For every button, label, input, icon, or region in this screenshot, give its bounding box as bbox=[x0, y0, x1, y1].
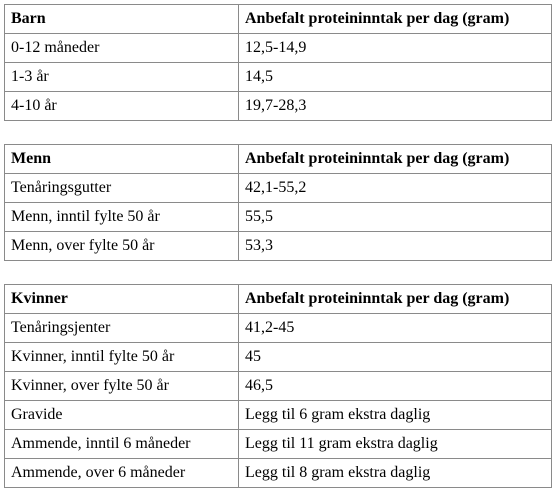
value-cell: Legg til 8 gram ekstra daglig bbox=[239, 459, 552, 488]
value-cell: 14,5 bbox=[239, 63, 552, 92]
group-cell: Ammende, inntil 6 måneder bbox=[5, 430, 239, 459]
value-cell: 45 bbox=[239, 343, 552, 372]
value-cell: 42,1-55,2 bbox=[239, 174, 552, 203]
value-cell: Legg til 11 gram ekstra daglig bbox=[239, 430, 552, 459]
header-group-cell: Kvinner bbox=[5, 285, 239, 314]
group-cell: Tenåringsjenter bbox=[5, 314, 239, 343]
group-cell: Kvinner, over fylte 50 år bbox=[5, 372, 239, 401]
group-cell: 0-12 måneder bbox=[5, 34, 239, 63]
table-row bbox=[5, 174, 552, 203]
table-row bbox=[5, 63, 552, 92]
table-row bbox=[5, 34, 552, 63]
table-row bbox=[5, 203, 552, 232]
table-barn bbox=[4, 4, 552, 121]
value-cell: 53,3 bbox=[239, 232, 552, 261]
header-value-cell: Anbefalt proteininntak per dag (gram) bbox=[239, 145, 552, 174]
group-cell: Menn, over fylte 50 år bbox=[5, 232, 239, 261]
header-value-cell: Anbefalt proteininntak per dag (gram) bbox=[239, 285, 552, 314]
table-row bbox=[5, 401, 552, 430]
table-row bbox=[5, 459, 552, 488]
group-cell: 4-10 år bbox=[5, 92, 239, 121]
table-row bbox=[5, 232, 552, 261]
group-cell: Ammende, over 6 måneder bbox=[5, 459, 239, 488]
table-row bbox=[5, 92, 552, 121]
table-header-row bbox=[5, 285, 552, 314]
table-menn bbox=[4, 144, 552, 261]
value-cell: 46,5 bbox=[239, 372, 552, 401]
header-group-cell: Barn bbox=[5, 5, 239, 34]
value-cell: 19,7-28,3 bbox=[239, 92, 552, 121]
value-cell: 12,5-14,9 bbox=[239, 34, 552, 63]
table-header-row bbox=[5, 5, 552, 34]
table-row bbox=[5, 372, 552, 401]
value-cell: 55,5 bbox=[239, 203, 552, 232]
group-cell: 1-3 år bbox=[5, 63, 239, 92]
table-row bbox=[5, 314, 552, 343]
table-row bbox=[5, 430, 552, 459]
header-group-cell: Menn bbox=[5, 145, 239, 174]
table-row bbox=[5, 343, 552, 372]
table-header-row bbox=[5, 145, 552, 174]
group-cell: Menn, inntil fylte 50 år bbox=[5, 203, 239, 232]
group-cell: Tenåringsgutter bbox=[5, 174, 239, 203]
group-cell: Kvinner, inntil fylte 50 år bbox=[5, 343, 239, 372]
header-value-cell: Anbefalt proteininntak per dag (gram) bbox=[239, 5, 552, 34]
group-cell: Gravide bbox=[5, 401, 239, 430]
value-cell: 41,2-45 bbox=[239, 314, 552, 343]
table-kvinner bbox=[4, 284, 552, 488]
value-cell: Legg til 6 gram ekstra daglig bbox=[239, 401, 552, 430]
